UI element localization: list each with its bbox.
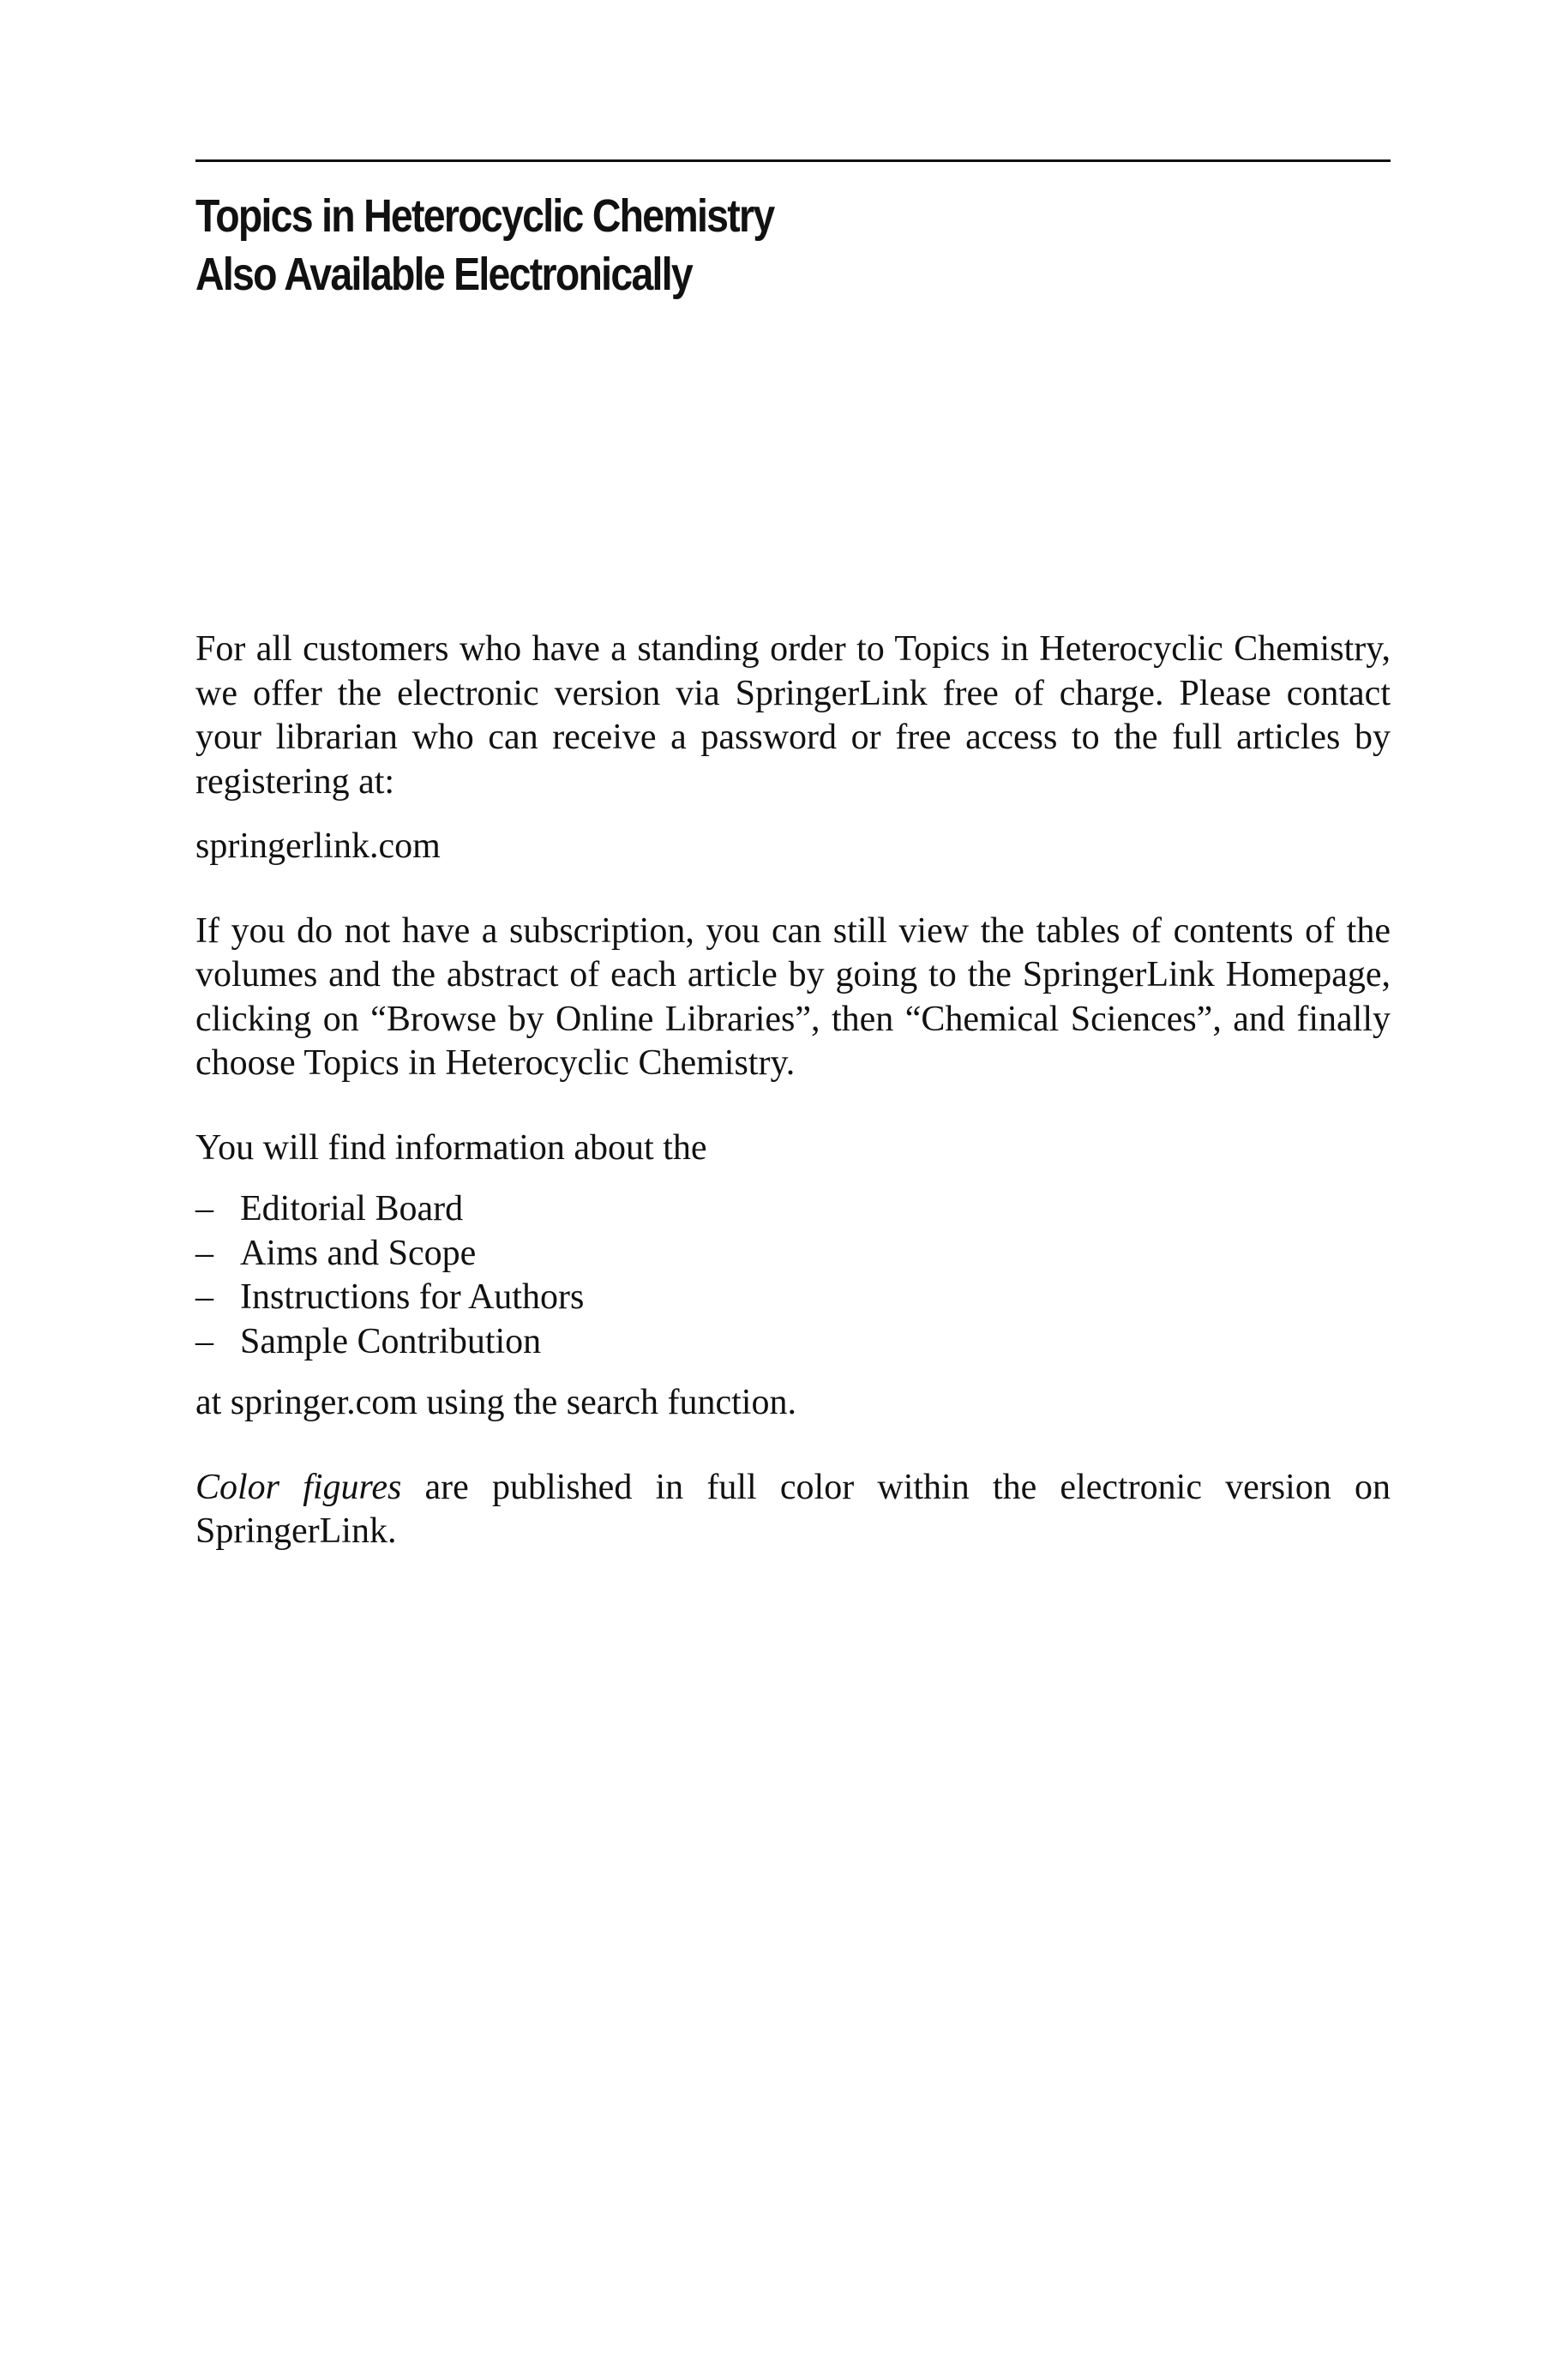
- list-dash: –: [195, 1277, 213, 1317]
- body-text: [195, 628, 1391, 1554]
- list-item: [195, 1320, 1391, 1365]
- color-figures-text: are published in full color within the electronic version on SpringerLink.: [195, 1467, 1391, 1551]
- paragraph-search-function: at springer.com using the search function.: [195, 1383, 796, 1422]
- list-item: [195, 1232, 1391, 1277]
- page-title: [195, 187, 1391, 303]
- list-item-label: Editorial Board: [240, 1189, 464, 1229]
- paragraph-information-intro: You will find information about the: [195, 1127, 707, 1168]
- list-item-label: Aims and Scope: [240, 1233, 477, 1273]
- springerlink-url: springerlink.com: [195, 826, 441, 866]
- list-item-label: Instructions for Authors: [240, 1277, 585, 1317]
- information-list: [195, 1187, 1391, 1364]
- color-figures-emphasis: Color figures: [195, 1467, 402, 1507]
- header-rule: [195, 159, 1391, 162]
- list-dash: –: [195, 1233, 213, 1273]
- list-item-label: Sample Contribution: [240, 1321, 542, 1361]
- list-dash: –: [195, 1189, 213, 1229]
- paragraph-color-figures: [195, 1466, 1391, 1554]
- title-line-1: Topics in Heterocyclic Chemistry: [195, 190, 774, 242]
- list-dash: –: [195, 1321, 213, 1361]
- title-line-2: Also Available Electronically: [195, 249, 693, 300]
- paragraph-subscription: If you do not have a subscription, you can still view the tables of contents of the volumes and the abstract of each article by going to the SpringerLink Homepage, clicking on “Browse by Online Libraries”, then “Chemical Sciences”, and finally choose Topics in Heterocyclic Chemistry.: [195, 910, 1391, 1083]
- list-item: [195, 1187, 1391, 1232]
- list-item: [195, 1276, 1391, 1320]
- paragraph-standing-order: For all customers who have a standing order to Topics in Heterocyclic Chemistry, we offer the electronic version via SpringerLink free of charge. Please contact your librarian who can receive a password or free access to the full articles by registering at:: [195, 629, 1391, 802]
